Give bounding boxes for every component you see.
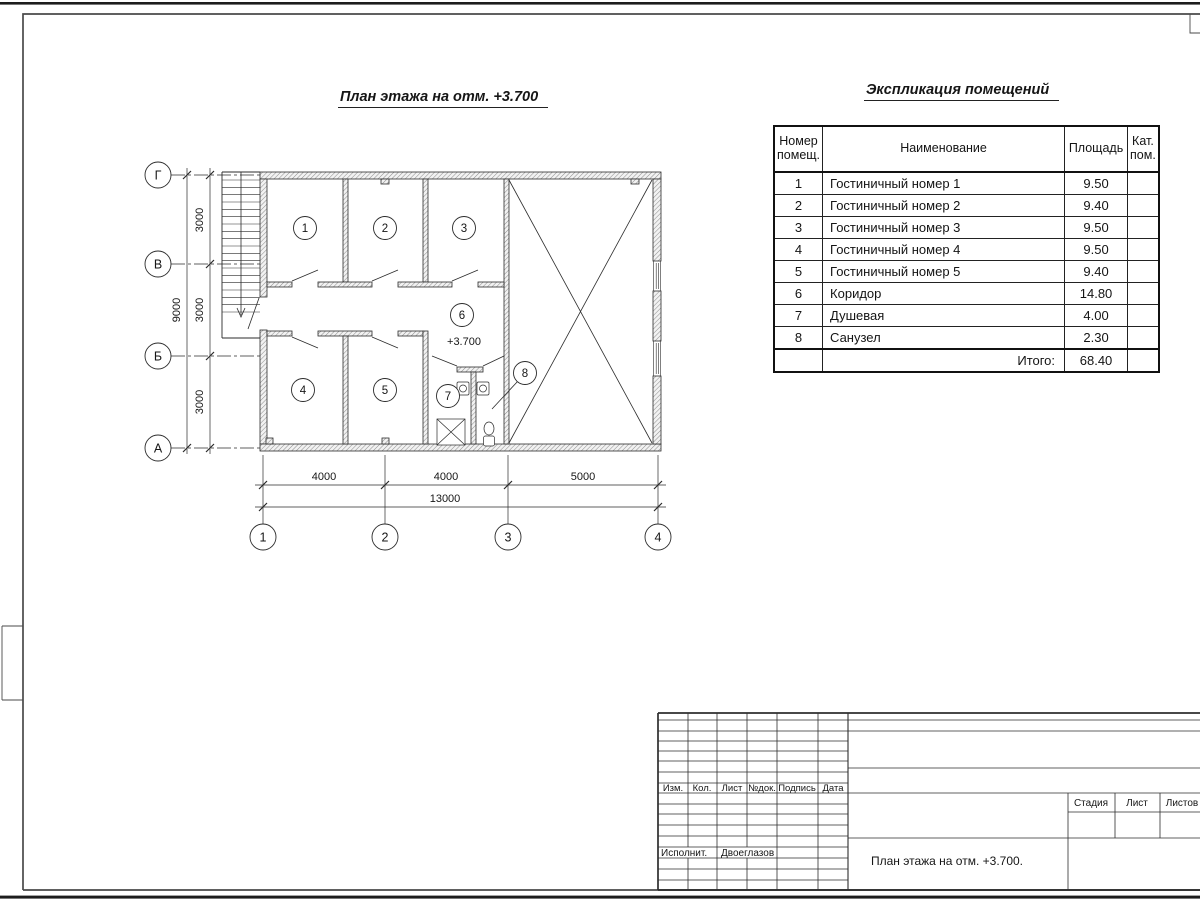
corridor-north-wall-c xyxy=(398,282,452,287)
wall-notch-bottom-2 xyxy=(382,438,389,444)
dimensions xyxy=(171,168,666,511)
void-area-cross xyxy=(509,180,652,443)
titleblock-executor-name: Двоеглазов xyxy=(721,848,775,859)
corridor-south-wall-a xyxy=(267,331,292,336)
dimension-ticks xyxy=(183,171,662,511)
titleblock-col-kol: Кол. xyxy=(692,783,712,794)
explication-title: Экспликация помещений xyxy=(864,82,1059,101)
axis-row-g: Г xyxy=(154,168,162,183)
dim-bottom-total: 13000 xyxy=(429,493,461,505)
door-stairs xyxy=(248,298,259,329)
explication-header-num: Номер помещ. xyxy=(774,126,823,172)
wall-notch-bottom-1 xyxy=(266,438,273,444)
dim-left-seg-3: 3000 xyxy=(194,389,206,415)
room-number-8: 8 xyxy=(521,368,529,380)
frame-left-margin-boxes xyxy=(2,626,23,700)
explication-cell-name: Коридор xyxy=(823,283,1065,305)
explication-header-cat: Кат. пом. xyxy=(1128,126,1159,172)
titleblock-col-ndok: №док. xyxy=(748,783,776,794)
explication-cell-area: 9.40 xyxy=(1065,261,1128,283)
titleblock-col-data: Дата xyxy=(822,783,844,794)
explication-cell-num: 3 xyxy=(774,217,823,239)
frame-corner-box xyxy=(1190,14,1200,33)
sheet-frame xyxy=(2,14,1200,890)
dim-left-seg-1: 3000 xyxy=(194,207,206,233)
floor-plan-title: План этажа на отм. +3.700 xyxy=(338,89,548,108)
door-room3 xyxy=(452,270,478,281)
dim-left-seg-2: 3000 xyxy=(194,297,206,323)
window-1 xyxy=(654,261,661,291)
partition-room4-5 xyxy=(343,336,348,444)
door-room7 xyxy=(432,356,457,366)
axis-row-v: В xyxy=(153,257,163,272)
axis-col-3: 3 xyxy=(504,530,512,545)
titleblock-sheets-label: Листов xyxy=(1165,798,1199,809)
title-block-texts xyxy=(661,783,1198,868)
wall-notch-top-1 xyxy=(381,179,389,184)
explication-cell-num: 4 xyxy=(774,239,823,261)
room-bubbles xyxy=(292,217,537,410)
stairs xyxy=(222,172,260,338)
explication-total-value: 68.40 xyxy=(1065,349,1128,372)
explication-cell-name: Санузел xyxy=(823,327,1065,350)
dim-bottom-seg-3: 5000 xyxy=(570,471,596,483)
partition-room5-7 xyxy=(423,331,428,444)
axis-col-4: 4 xyxy=(654,530,662,545)
door-room4 xyxy=(292,337,318,348)
room-number-3: 3 xyxy=(460,223,468,235)
explication-cell-name: Гостиничный номер 3 xyxy=(823,217,1065,239)
room-number-2: 2 xyxy=(381,223,389,235)
axis-col-2: 2 xyxy=(381,530,389,545)
room-bubble-labels xyxy=(300,223,528,403)
door-room2 xyxy=(372,270,398,281)
dim-left-total: 9000 xyxy=(171,297,183,323)
dim-bottom-seg-1: 4000 xyxy=(311,471,337,483)
axis-row-a: А xyxy=(153,441,163,456)
axis-bubble-labels xyxy=(154,169,662,545)
wall-left-upper xyxy=(260,179,267,297)
titleblock-stage-label: Стадия xyxy=(1073,798,1109,809)
wall-right-1 xyxy=(653,179,661,261)
window-2 xyxy=(654,341,661,376)
explication-cell-area: 14.80 xyxy=(1065,283,1128,305)
wall-notch-top-2 xyxy=(631,179,639,184)
explication-cell-num: 7 xyxy=(774,305,823,327)
door-room5 xyxy=(372,337,398,348)
explication-cell-num: 6 xyxy=(774,283,823,305)
dimension-labels xyxy=(171,208,595,505)
partition-room7-8 xyxy=(471,372,476,444)
explication-cell-name: Гостиничный номер 2 xyxy=(823,195,1065,217)
titleblock-col-list: Лист xyxy=(721,783,743,794)
explication-cell-area: 9.50 xyxy=(1065,217,1128,239)
wall-right-3 xyxy=(653,376,661,444)
column-extension-lines xyxy=(263,455,658,524)
shower-tray xyxy=(437,419,465,445)
titleblock-executor-label: Исполнит. xyxy=(661,848,708,859)
explication-header-area: Площадь xyxy=(1065,126,1128,172)
titleblock-doc-title: План этажа на отм. +3.700. xyxy=(870,854,1024,868)
axis-dashdot-lines xyxy=(171,175,262,448)
wall-void-separator xyxy=(504,179,509,444)
room-number-5: 5 xyxy=(381,385,389,397)
wall-right-2 xyxy=(653,291,661,341)
corridor-south-wall-b xyxy=(318,331,372,336)
explication-cell-num: 2 xyxy=(774,195,823,217)
corridor-north-wall-b xyxy=(318,282,372,287)
wall-left-lower xyxy=(260,330,267,444)
corridor-north-wall-a xyxy=(267,282,292,287)
room-number-7: 7 xyxy=(444,391,452,403)
room-number-1: 1 xyxy=(301,223,309,235)
corridor-north-wall-d xyxy=(478,282,504,287)
door-room1 xyxy=(292,270,318,281)
wall-room7-8-north xyxy=(457,367,483,372)
explication-cell-num: 8 xyxy=(774,327,823,350)
axis-col-1: 1 xyxy=(259,530,267,545)
room-number-4: 4 xyxy=(299,385,307,397)
explication-cell-num: 1 xyxy=(774,172,823,195)
explication-header-name: Наименование xyxy=(823,126,1065,172)
axis-row-b: Б xyxy=(153,349,163,364)
explication-cell-name: Гостиничный номер 5 xyxy=(823,261,1065,283)
partition-room2-3 xyxy=(423,179,428,282)
explication-cell-area: 9.50 xyxy=(1065,239,1128,261)
dim-bottom-seg-2: 4000 xyxy=(433,471,459,483)
explication-cell-name: Гостиничный номер 4 xyxy=(823,239,1065,261)
floor-plan xyxy=(145,162,671,550)
axes xyxy=(145,162,671,550)
corridor-south-wall-c xyxy=(398,331,423,336)
explication-cell-name: Гостиничный номер 1 xyxy=(823,172,1065,195)
explication-cell-area: 2.30 xyxy=(1065,327,1128,350)
room-number-6: 6 xyxy=(458,310,466,322)
explication-cell-area: 4.00 xyxy=(1065,305,1128,327)
explication-cell-area: 9.50 xyxy=(1065,172,1128,195)
explication-cell-name: Душевая xyxy=(823,305,1065,327)
sink-room8 xyxy=(477,382,489,395)
room-bubble-circles xyxy=(292,217,537,408)
explication-total-label: Итого: xyxy=(823,349,1065,372)
titleblock-sheet-label: Лист xyxy=(1126,798,1148,809)
explication-cell-area: 9.40 xyxy=(1065,195,1128,217)
titleblock-col-podpis: Подпись xyxy=(778,783,816,794)
titleblock-col-izm: Изм. xyxy=(662,783,684,794)
partition-room1-2 xyxy=(343,179,348,282)
title-block xyxy=(658,713,1200,890)
wall-top xyxy=(260,172,661,179)
explication-cell-num: 5 xyxy=(774,261,823,283)
toilet xyxy=(484,422,495,446)
door-room8 xyxy=(483,356,504,366)
level-mark: +3.700 xyxy=(447,336,481,348)
